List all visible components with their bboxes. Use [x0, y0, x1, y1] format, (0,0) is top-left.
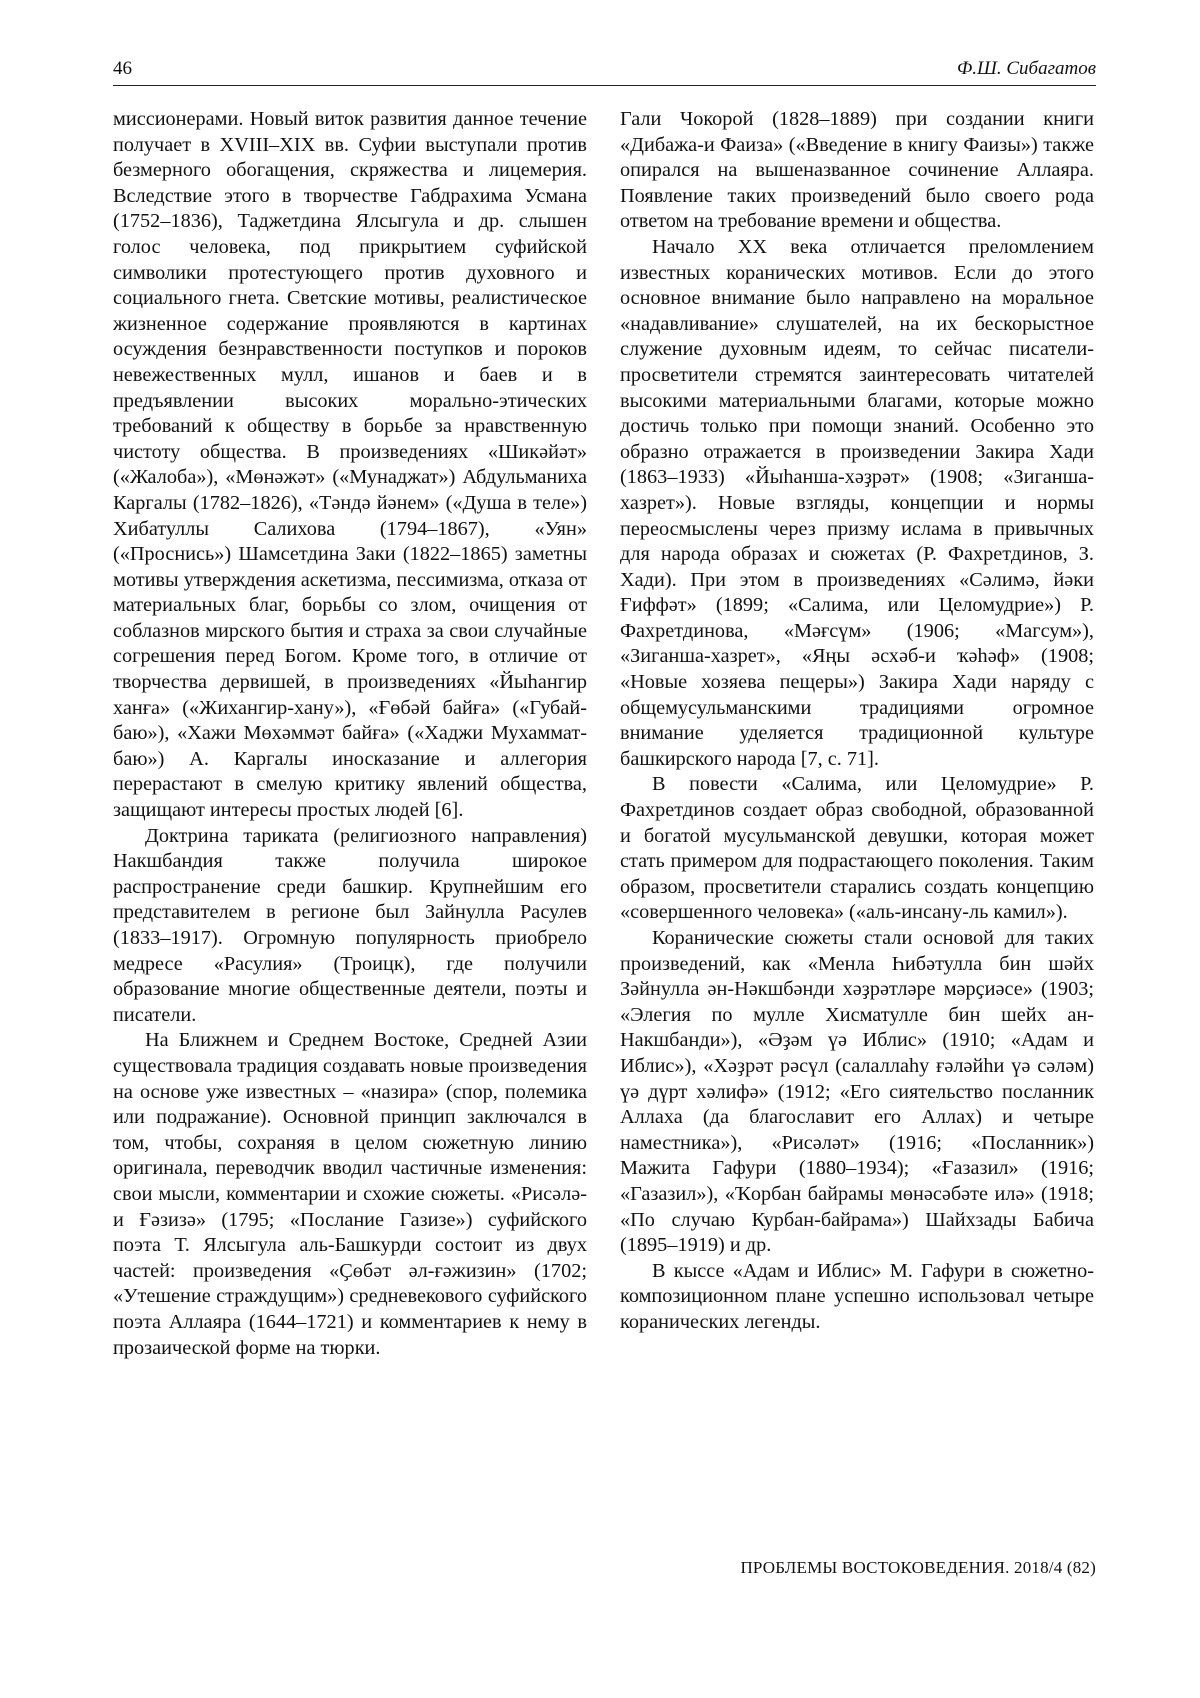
- paragraph: На Ближнем и Среднем Востоке, Средней Азии существовала традиция создавать новые произведения на основе уже известных – «назира» (спор, полемика или подражание). Основной принцип заключался в том, чтобы, сохраняя в целом сюжетную линию оригинала, переводчик вводил частичные изменения: свои мысли, комментарии и схожие сюжеты. «Рисәлә-и Ғәзизә» (1795; «Послание Газизе») суфийского поэта Т. Ялсыгула аль-Башкурди состоит из двух частей: произведения «Ҫөбәт әл-ғәжизин» (1702; «Утешение страждущим») средневекового суфийского поэта Аллаяра (1644–1721) и комментариев к нему в прозаической форме на тюрки.: [113, 1029, 587, 1359]
- header-rule: [113, 85, 1096, 86]
- paragraph: Доктрина тариката (религиозного направления) Накшбандия также получила широкое распространение среди башкир. Крупнейшим его представителем в регионе был Зайнулла Расулев (1833–1917). Огромную популярность приобрело медресе «Расулия» (Троицк), где получили образование многие общественные деятели, поэты и писатели.: [113, 824, 587, 1026]
- paragraph: Коранические сюжеты стали основой для таких произведений, как «Менла Һибәтулла бин шәйх Зәйнулла ән-Нәкшбәнди хәҙрәтләре мәрҫиәсе» (1903; «Элегия по мулле Хисматулле бин шейх ан-Накшбанди»), «Әҙәм үә Иблис» (1910; «Адам и Иблис»), «Хәҙрәт рәсүл (салаллаһу ғәләйһи үә сәләм) үә дүрт хәлифә» (1912; «Его сиятельство посланник Аллаха (да благославит его Аллах) и четыре наместника»), «Рисәләт» (1916; «Посланник») Мажита Гафури (1880–1934); «Ғазазил» (1916; «Газазил»), «Ҡорбан байрамы мөнәсәбәте илә» (1918; «По случаю Курбан-байрама») Шайхзады Бабича (1895–1919) и др.: [620, 927, 1094, 1257]
- right-column: [620, 107, 1094, 1522]
- left-column: [113, 107, 587, 1522]
- running-author: Ф.Ш. Сибагатов: [957, 58, 1096, 79]
- journal-footer: ПРОБЛЕМЫ ВОСТОКОВЕДЕНИЯ. 2018/4 (82): [740, 1558, 1096, 1577]
- running-header: [113, 58, 1096, 84]
- paragraph: В кыссе «Адам и Иблис» М. Гафури в сюжетно-композиционном плане успешно использовал четыре коранических легенды.: [620, 1259, 1094, 1333]
- paragraph: В повести «Салима, или Целомудрие» Р. Фахретдинов создает образ свободной, образованной и богатой мусульманской девушки, которая может стать примером для подрастающего поколения. Таким образом, просветители старались создать концепцию «совершенного человека» («аль-инсану-ль камил»).: [620, 773, 1094, 924]
- paragraph: Гали Чокорой (1828–1889) при создании книги «Дибажа-и Фаиза» («Введение в книгу Фаизы») также опирался на вышеназванное сочинение Аллаяра. Появление таких произведений было своего рода ответом на требование времени и общества.: [620, 108, 1094, 233]
- paragraph: миссионерами. Новый виток развития данное течение получает в XVIII–XIX вв. Суфии выступали против безмерного обогащения, скряжества и лицемерия. Вследствие этого в творчестве Габдрахима Усмана (1752–1836), Таджетдина Ялсыгула и др. слышен голос человека, под прикрытием суфийской символики протестующего против духовного и социального гнета. Светские мотивы, реалистическое жизненное содержание проявляются в картинах осуждения безнравственности поступков и пороков невежественных мулл, ишанов и баев и в предъявлении высоких морально-этических требований к обществу в борьбе за нравственную чистоту общества. В произведениях «Шикәйәт» («Жалоба»), «Мөнәжәт» («Мунаджат») Абдульманиха Каргалы (1782–1826), «Тәндә йәнем» («Душа в теле») Хибатуллы Салихова (1794–1867), «Уян» («Проснись») Шамсетдина Заки (1822–1865) заметны мотивы утверждения аскетизма, пессимизма, отказа от материальных благ, борьбы со злом, очищения от соблазнов мирского бытия и страха за свои случайные согрешения перед Богом. Кроме того, в отличие от творчества дервишей, в произведениях «Йыһангир ханға» («Жихангир-хану»), «Ғөбәй байға» («Губай-баю»), «Хажи Мөхәммәт байға» («Хаджи Мухаммат-баю») А. Каргалы иносказание и аллегория перерастают в смелую критику явлений общества, защищают интересы простых людей [6].: [113, 108, 587, 822]
- page-number: 46: [113, 58, 132, 79]
- paragraph: Начало XX века отличается преломлением известных коранических мотивов. Если до этого основное внимание было направлено на моральное «надавливание» слушателей, на их бескорыстное служение духовным идеям, то сейчас писатели-просветители стремятся заинтересовать читателей высокими материальными благами, которые можно достичь только при помощи знаний. Особенно это образно отражается в произведении Закира Хади (1863–1933) «Йыһанша-хәҙрәт» (1908; «Зиганша-хазрет»). Новые взгляды, концепции и нормы переосмыслены через призму ислама в привычных для народа образах и сюжетах (Р. Фахретдинов, З. Хади). При этом в произведениях «Сәлимә, йәки Ғиффәт» (1899; «Салима, или Целомудрие») Р. Фахретдинова, «Мәғсүм» (1906; «Магсум»), «Зиганша-хазрет», «Яңы әсхәб-и ҡәһәф» (1908; «Новые хозяева пещеры») Закира Хади наряду с общемусульманскими традициями огромное внимание уделяется традиционной культуре башкирского народа [7, с. 71].: [620, 235, 1094, 770]
